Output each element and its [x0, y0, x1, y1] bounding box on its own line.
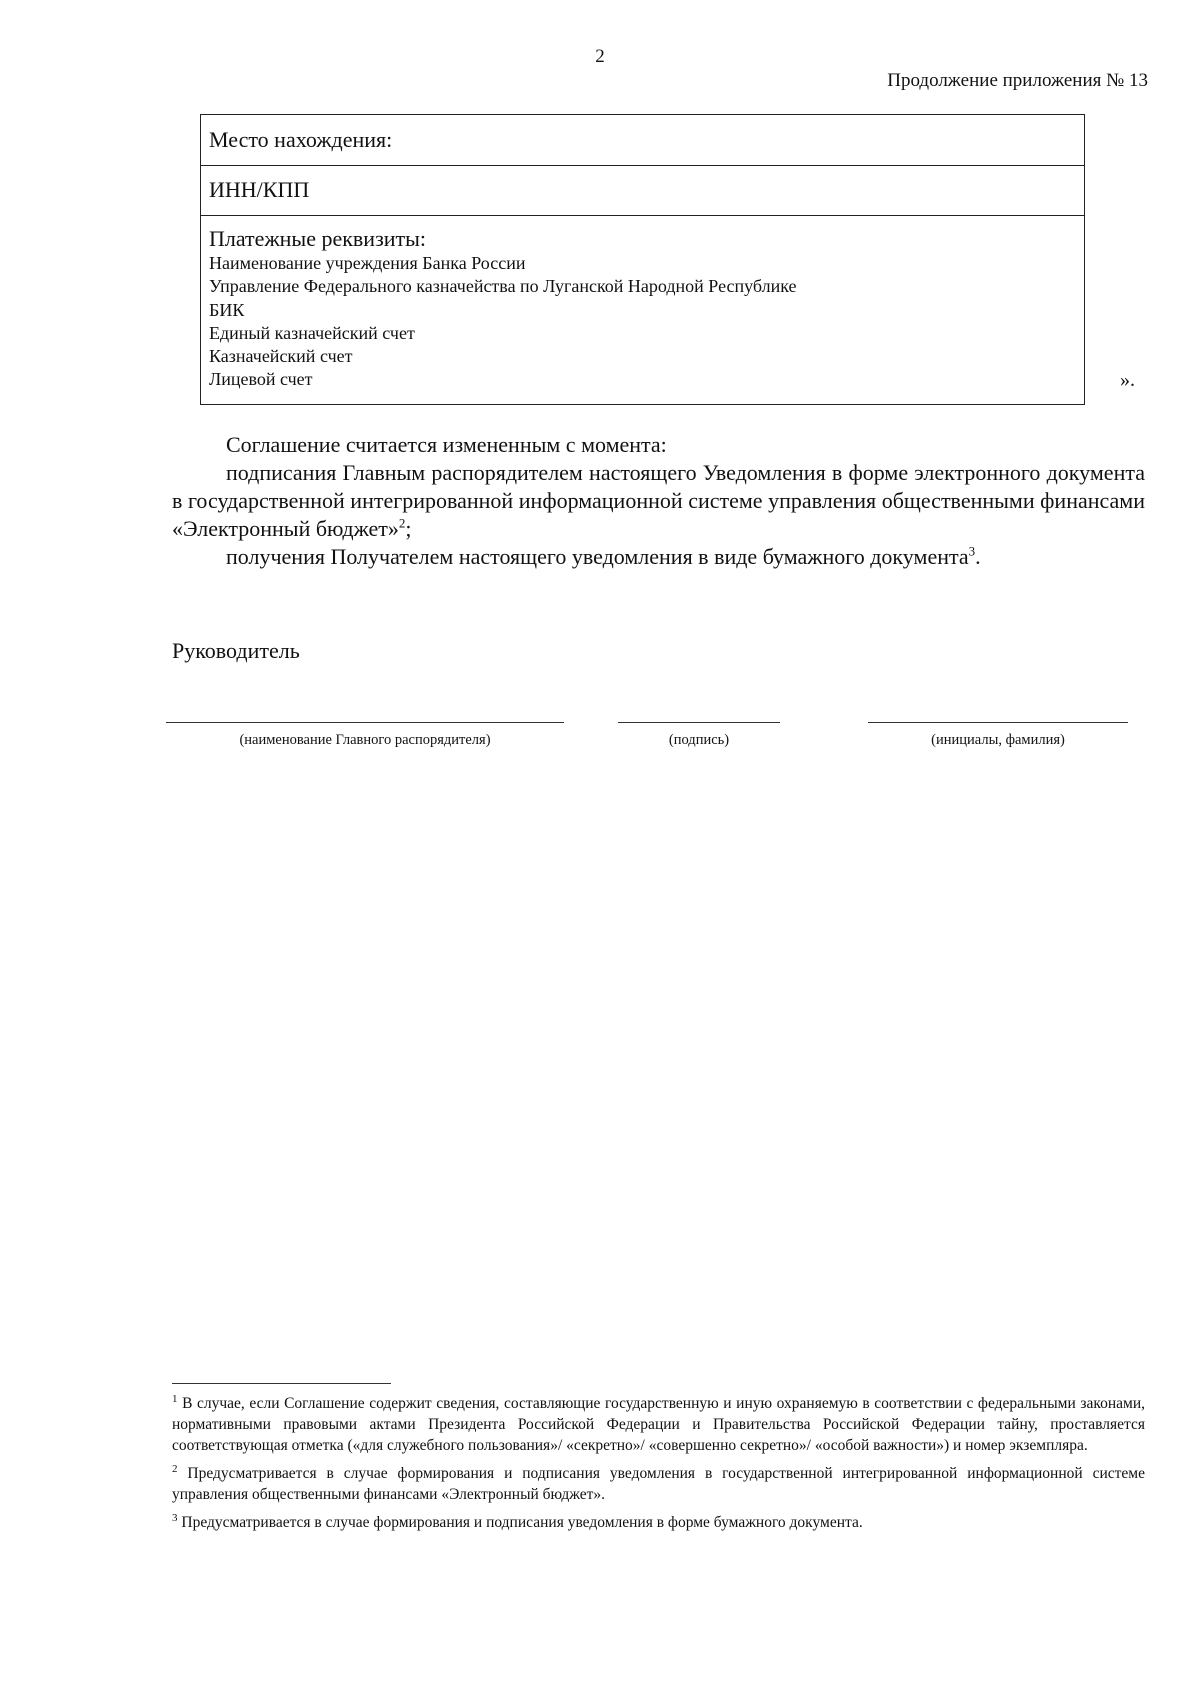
initials-surname-caption: (инициалы, фамилия): [931, 732, 1065, 748]
paragraph-paper-tail: .: [975, 544, 981, 569]
paragraph-electronic-text: подписания Главным распорядителем настоящего Уведомления в форме электронного документа в государственной интегрированной информационной системе управления общественными финансами «Электронный бюджет»: [172, 460, 1145, 541]
page-number: 2: [595, 46, 605, 67]
bik-line: БИК: [209, 299, 245, 320]
footnote-ref-3[interactable]: 3: [968, 543, 976, 559]
distributor-name-caption: (наименование Главного распорядителя): [239, 732, 491, 748]
paragraph-paper-receipt: [172, 543, 1145, 571]
personal-account-line: Лицевой счет: [209, 369, 313, 390]
head-role-label: Руководитель: [172, 638, 300, 663]
single-treasury-account-line: Единый казначейский счет: [209, 322, 415, 343]
footnote-3-text: Предусматривается в случае формирования и подписания уведомления в форме бумажного документа.: [177, 1514, 863, 1531]
treasury-line: Управление Федерального казначейства по Луганской Народной Республике: [209, 276, 797, 297]
location-row: Место нахождения:: [201, 115, 1084, 166]
signature-line: [618, 722, 780, 723]
payment-details-row: [201, 216, 1084, 404]
footnote-2-text: Предусматривается в случае формирования и подписания уведомления в государственной интегрированной информационной системе управления общественными финансами «Электронный бюджет».: [172, 1465, 1145, 1503]
requisites-table: [200, 114, 1085, 405]
footnote-3-marker: 3: [172, 1511, 178, 1524]
footnote-1-text: В случае, если Соглашение содержит сведения, составляющие государственную и иную охраняемую в соответствии с федеральными законами, нормативными правовыми актами Президента Российской Федерации и Правительства Российской Федерации тайну, проставляется соответствующая отметка («для служебного пользования»/ «секретно»/ «совершенно секретно»/ «особой важности») и номер экземпляра.: [172, 1395, 1145, 1454]
inn-kpp-row: ИНН/КПП: [201, 166, 1084, 216]
closing-quote: ».: [1120, 369, 1135, 391]
footnote-1: [172, 1393, 1145, 1456]
payment-details-heading: Платежные реквизиты:: [209, 226, 427, 251]
paragraph-electronic-tail: ;: [405, 516, 412, 541]
paragraph-electronic-signing: [172, 459, 1145, 543]
appendix-continuation-label: Продолжение приложения № 13: [887, 70, 1148, 91]
footnote-ref-2[interactable]: 2: [398, 515, 406, 531]
bank-name-line: Наименование учреждения Банка России: [209, 253, 526, 273]
footnote-2-marker: 2: [172, 1462, 178, 1475]
initials-surname-line: [868, 722, 1128, 723]
signature-caption: (подпись): [668, 732, 730, 748]
treasury-account-line: Казначейский счет: [209, 346, 353, 367]
footnote-2: [172, 1463, 1145, 1505]
amendment-conditions: [172, 431, 1145, 571]
footnote-1-marker: 1: [172, 1392, 178, 1405]
footnote-separator: [172, 1383, 391, 1384]
distributor-name-line: [166, 722, 564, 723]
footnotes: [172, 1393, 1145, 1540]
paragraph-paper-text: получения Получателем настоящего уведомления в виде бумажного документа: [226, 544, 969, 569]
footnote-3: [172, 1512, 1145, 1533]
paragraph-intro: Соглашение считается измененным с момента:: [226, 432, 667, 457]
